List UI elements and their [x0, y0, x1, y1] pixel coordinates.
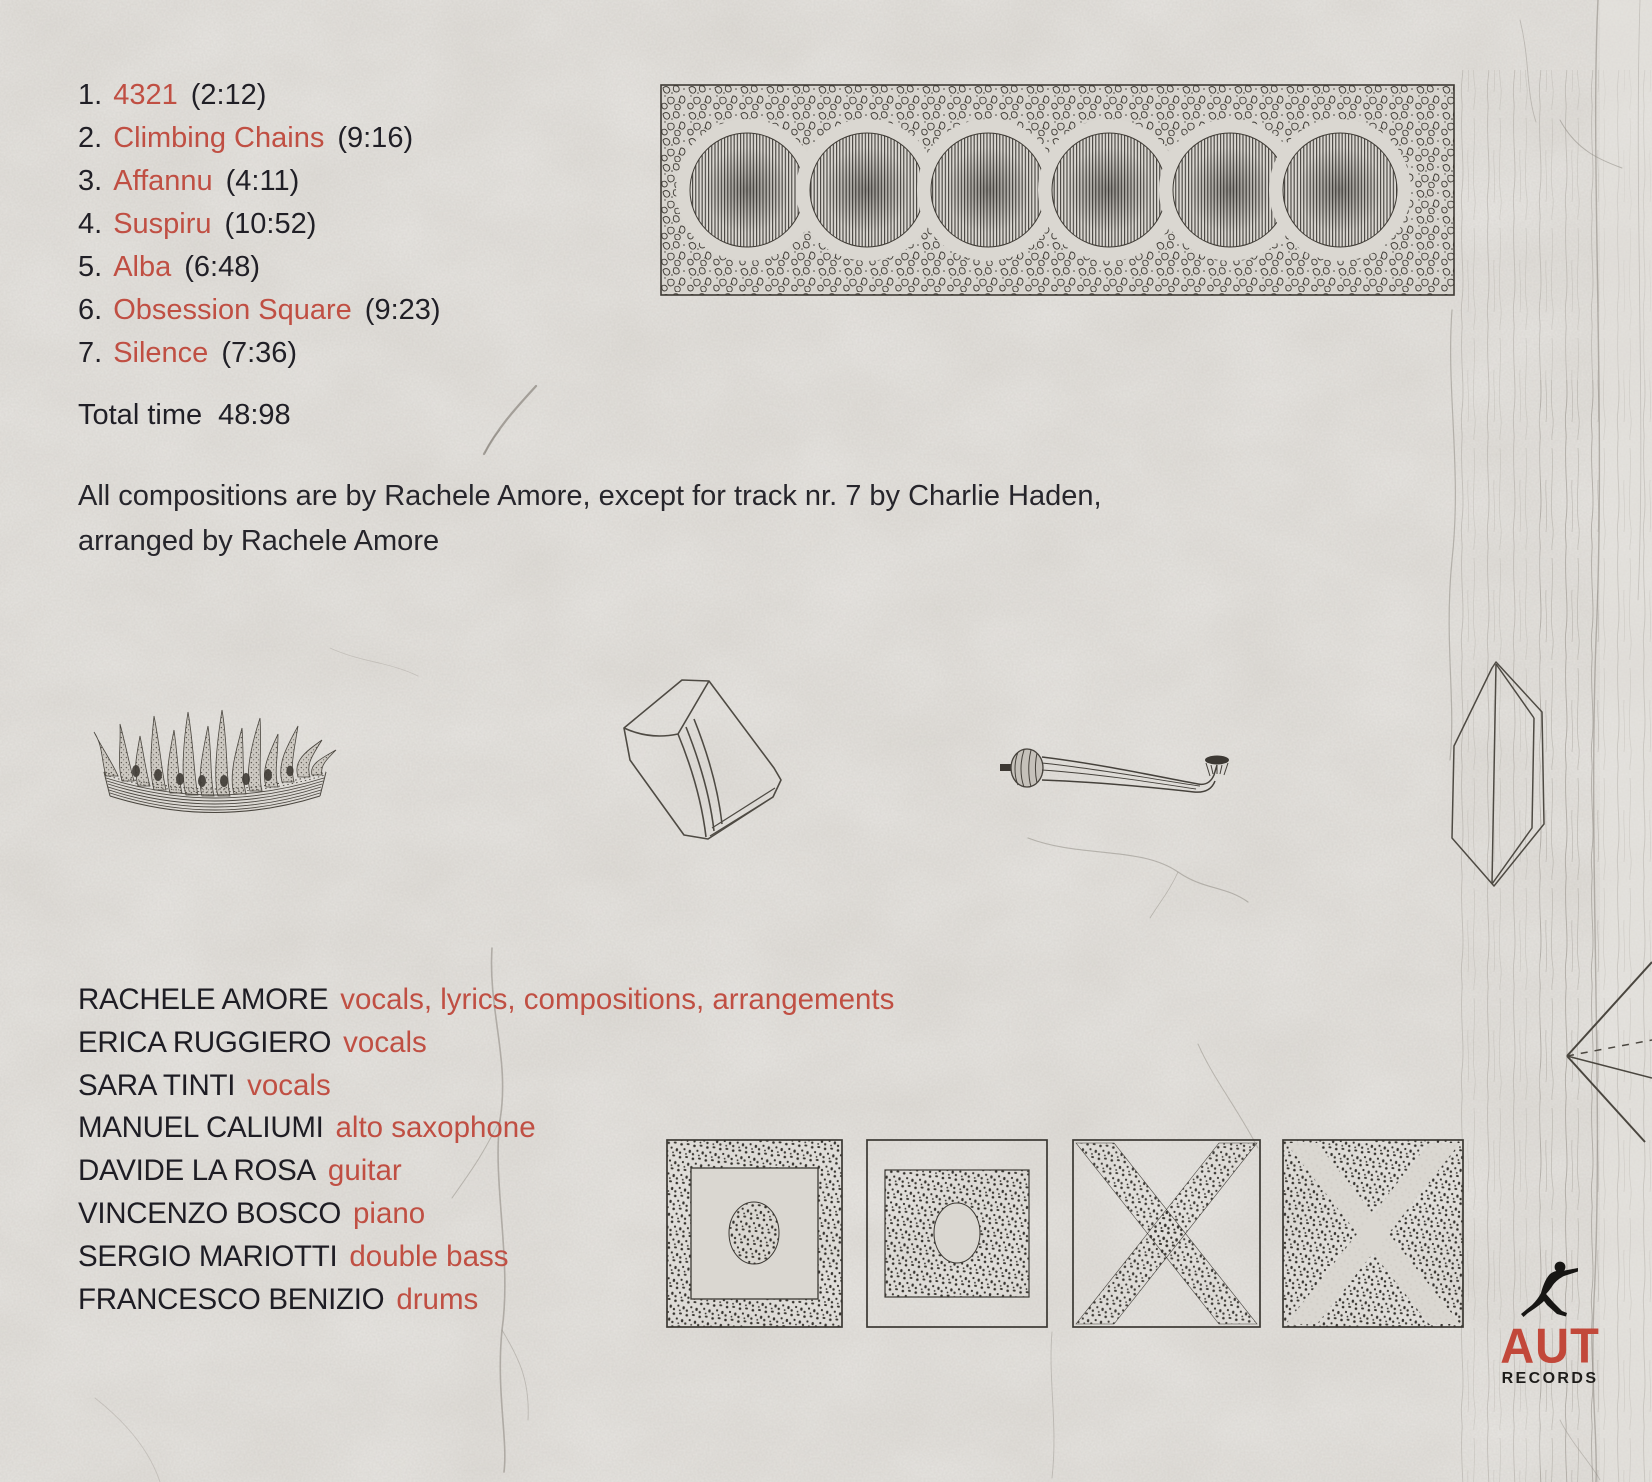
records-logo-text: RECORDS [1501, 1370, 1599, 1387]
track-row [78, 246, 441, 289]
right-light-strip [1600, 0, 1652, 1482]
track-time: (9:16) [337, 122, 414, 154]
personnel-row [78, 1022, 894, 1065]
musician-name: FRANCESCO BENIZIO [78, 1282, 385, 1316]
track-number: 4. [78, 208, 103, 240]
musician-role: vocals [343, 1025, 427, 1059]
track-number: 6. [78, 294, 103, 326]
musician-role: double bass [349, 1239, 509, 1273]
musician-role: drums [396, 1282, 479, 1316]
barrel-crystal-outline [620, 676, 785, 844]
square-dotted-cross [1073, 1140, 1260, 1327]
composition-credits [78, 474, 1102, 564]
track-row [78, 289, 441, 332]
track-time: (2:12) [190, 79, 267, 111]
total-time-value: 48:98 [218, 399, 291, 431]
track-row [78, 117, 441, 160]
track-title: Climbing Chains [113, 122, 325, 154]
musician-role: vocals [247, 1068, 331, 1102]
aut-records-runner-icon [1519, 1260, 1581, 1320]
track-title: Affannu [113, 165, 213, 197]
track-number: 5. [78, 251, 103, 283]
track-number: 2. [78, 122, 103, 154]
personnel-row [78, 979, 894, 1022]
engraved-circle-banner [660, 84, 1455, 296]
track-time: (9:23) [364, 294, 441, 326]
track-number: 3. [78, 165, 103, 197]
track-number: 7. [78, 337, 103, 369]
musician-name: SERGIO MARIOTTI [78, 1239, 338, 1273]
musician-name: DAVIDE LA ROSA [78, 1154, 316, 1188]
track-title: Obsession Square [113, 294, 352, 326]
track-title: Alba [113, 251, 172, 283]
musician-role: vocals, lyrics, compositions, arrangements [340, 983, 895, 1016]
engraved-squares-row [660, 1136, 1470, 1332]
crown-engraving [90, 696, 340, 832]
musician-role: guitar [327, 1154, 402, 1188]
square-hole-in-dots [867, 1140, 1047, 1327]
track-title: 4321 [113, 79, 178, 111]
musician-role: alto saxophone [335, 1111, 536, 1145]
aut-records-logo [1494, 1260, 1606, 1388]
track-title: Suspiru [113, 208, 212, 240]
track-list [78, 74, 441, 375]
personnel-row [78, 1065, 894, 1108]
track-time: (7:36) [221, 337, 298, 369]
square-dot-in-frame [667, 1140, 842, 1327]
track-row [78, 74, 441, 117]
total-time [78, 399, 291, 432]
musician-name: RACHELE AMORE [78, 983, 329, 1016]
musician-name: VINCENZO BOSCO [78, 1196, 341, 1230]
square-inverse-cross [1283, 1140, 1463, 1327]
track-row [78, 332, 441, 375]
pipe-engraving [1000, 740, 1235, 798]
track-time: (4:11) [225, 165, 300, 197]
track-row [78, 203, 441, 246]
tall-crystal-outline [1446, 656, 1552, 892]
track-time: (6:48) [184, 251, 260, 283]
credits-line-2: arranged by Rachele Amore [78, 525, 440, 557]
credits-line-1: All compositions are by Rachele Amore, except for track nr. 7 by Charlie Haden, [78, 480, 1102, 512]
track-row [78, 160, 441, 203]
track-time: (10:52) [224, 208, 317, 240]
musician-name: MANUEL CALIUMI [78, 1111, 324, 1145]
track-number: 1. [78, 79, 103, 111]
track-title: Silence [113, 337, 209, 369]
musician-name: ERICA RUGGIERO [78, 1025, 332, 1059]
musician-name: SARA TINTI [78, 1068, 236, 1102]
aut-logo-text: AUT [1500, 1317, 1600, 1374]
total-time-label: Total time [78, 399, 203, 431]
musician-role: piano [352, 1196, 426, 1230]
